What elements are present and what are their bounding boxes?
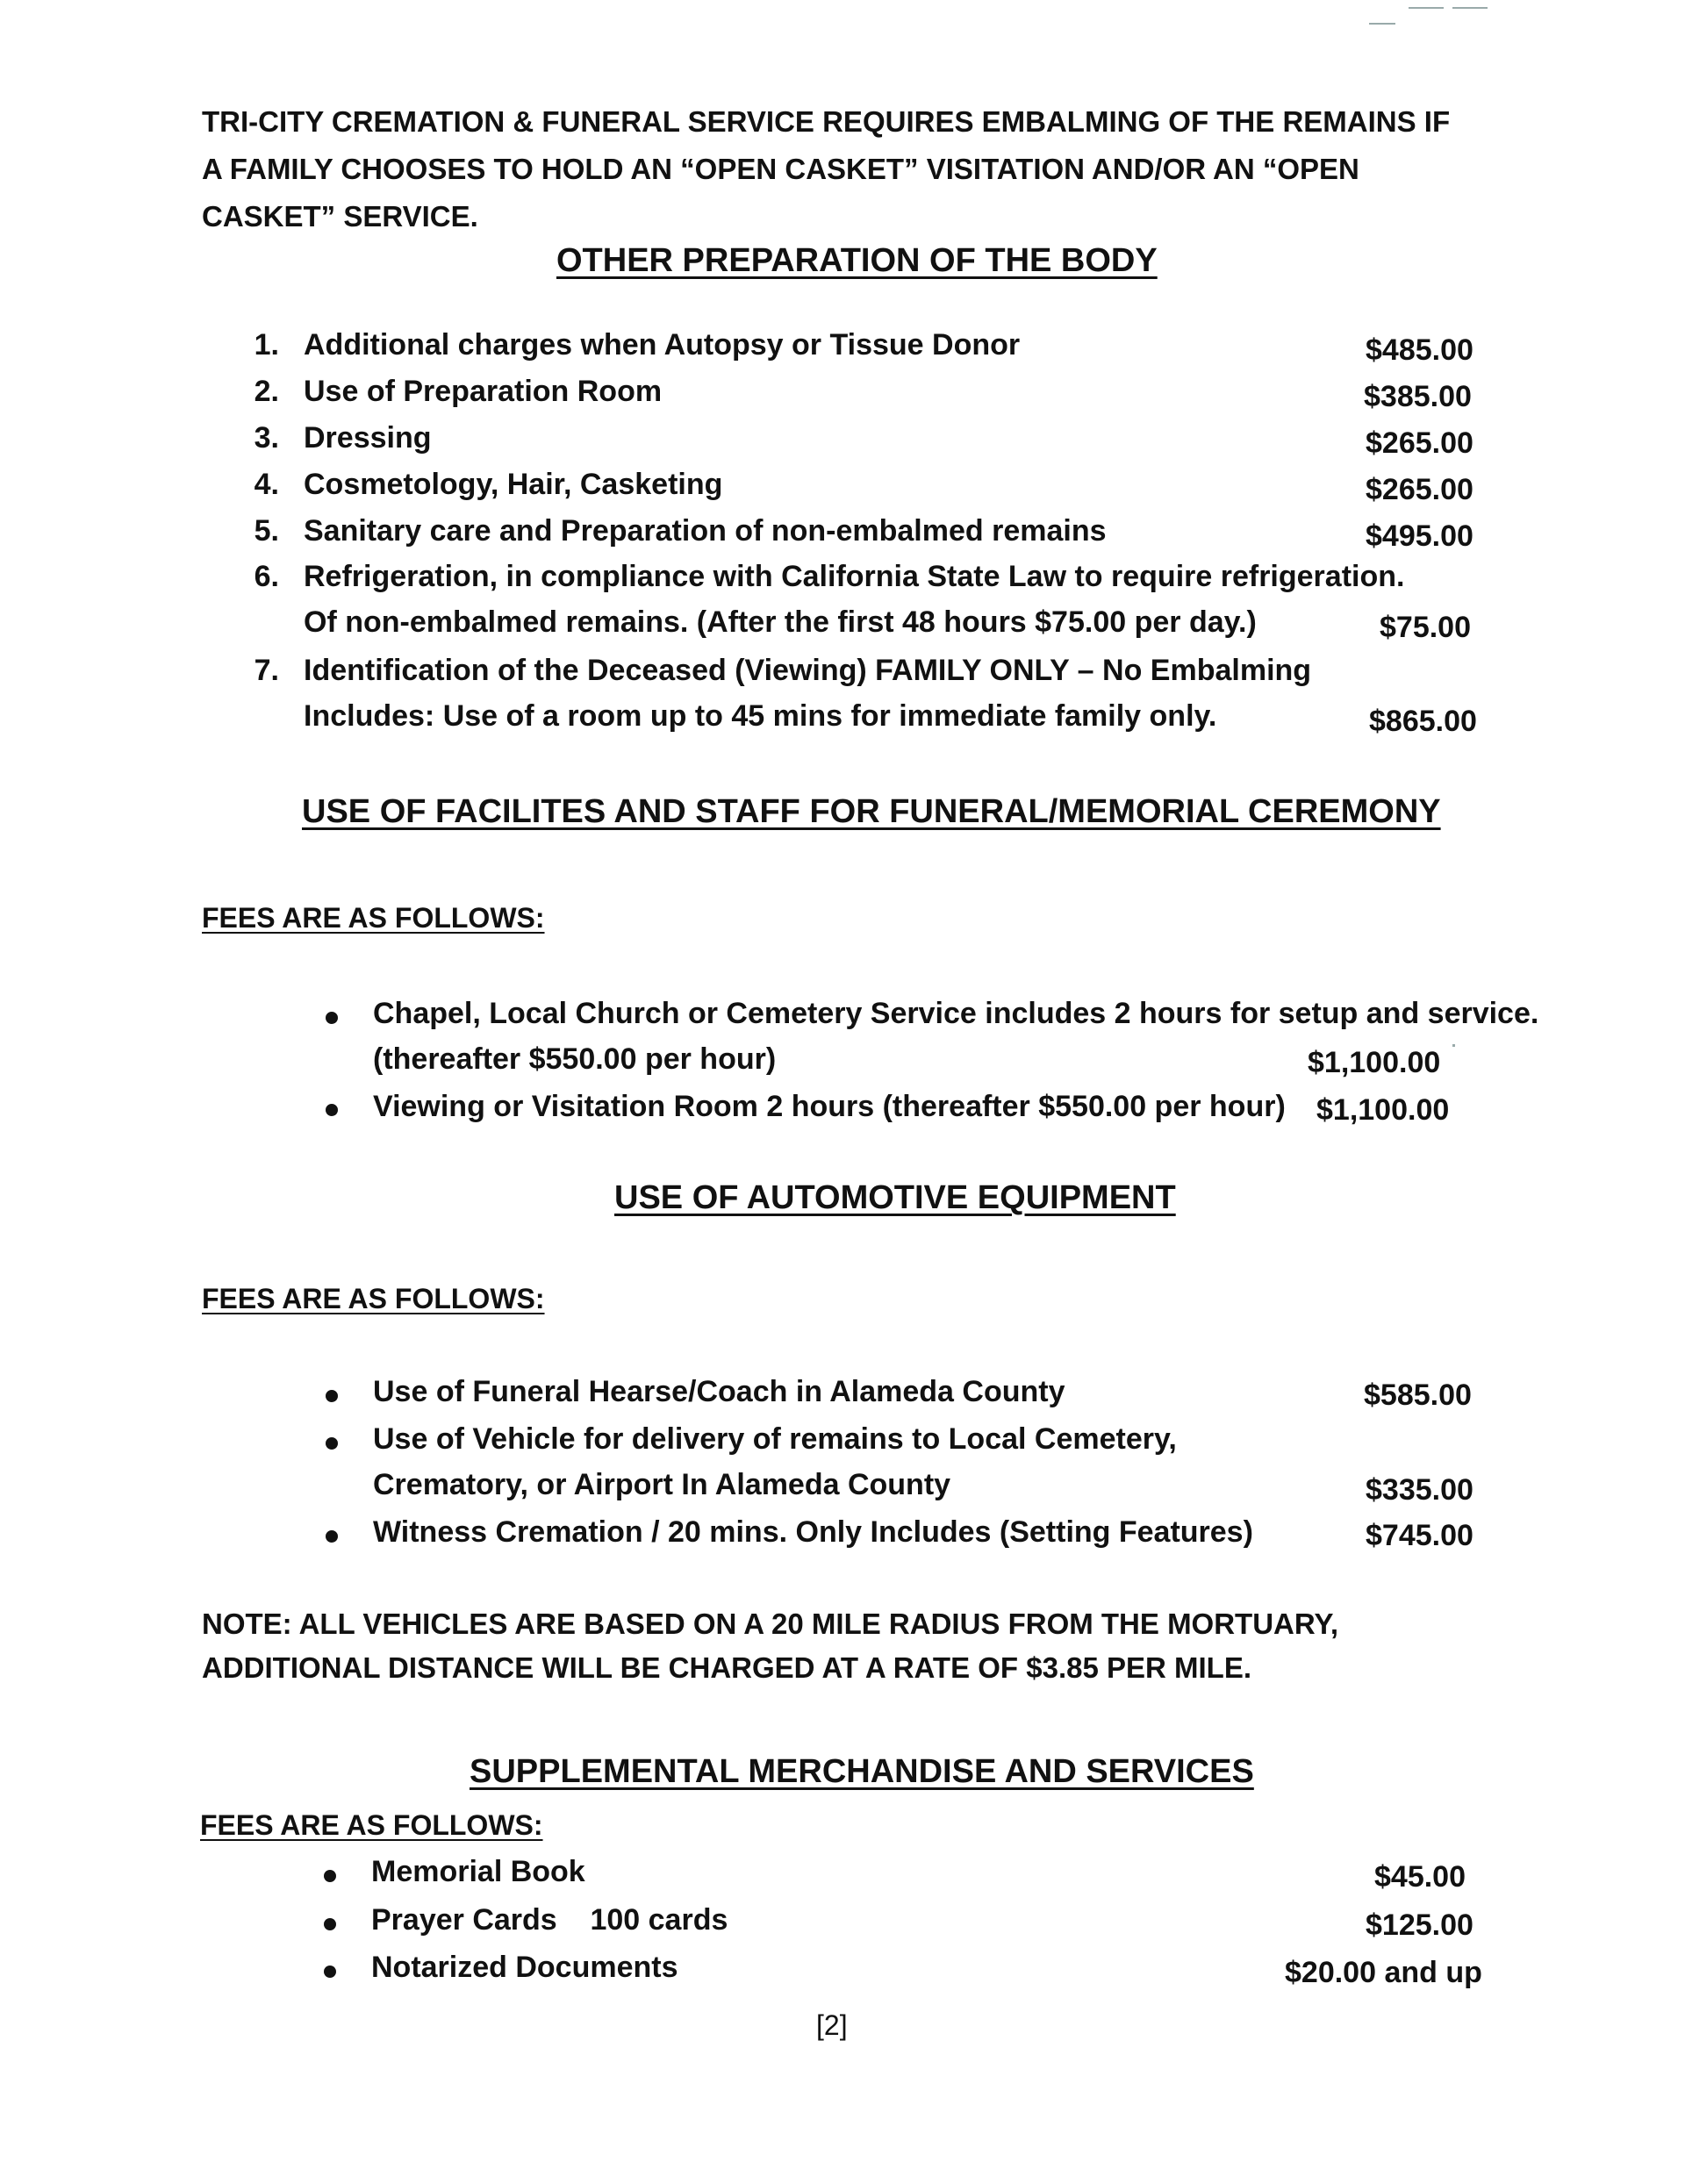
item-number: 7. bbox=[254, 654, 279, 687]
item-number: 5. bbox=[254, 514, 279, 548]
section-title-facilities: USE OF FACILITES AND STAFF FOR FUNERAL/MEMORIAL CEREMONY bbox=[302, 793, 1441, 830]
bullet-icon bbox=[326, 1104, 338, 1116]
bullet-icon bbox=[326, 1390, 338, 1402]
item-text: Use of Vehicle for delivery of remains to Local Cemetery, bbox=[373, 1422, 1177, 1456]
bullet-icon bbox=[324, 1966, 336, 1978]
scan-speck bbox=[1369, 23, 1395, 25]
item-number: 4. bbox=[254, 468, 279, 501]
item-text: Identification of the Deceased (Viewing) FAMILY ONLY – No Embalming bbox=[304, 654, 1312, 687]
item-price: $385.00 bbox=[1364, 380, 1472, 413]
item-price: $485.00 bbox=[1366, 333, 1473, 367]
scan-speck bbox=[1452, 1044, 1455, 1047]
bullet-icon bbox=[326, 1012, 338, 1024]
section-title-preparation: OTHER PREPARATION OF THE BODY bbox=[556, 242, 1158, 279]
item-text: Refrigeration, in compliance with California State Law to require refrigeration. bbox=[304, 560, 1405, 593]
item-number: 2. bbox=[254, 375, 279, 408]
bullet-icon bbox=[324, 1870, 336, 1882]
scan-speck bbox=[1409, 7, 1444, 9]
item-price: $1,100.00 bbox=[1308, 1046, 1441, 1079]
item-price: $585.00 bbox=[1364, 1378, 1472, 1412]
item-text-continued: Of non-embalmed remains. (After the first 48 hours $75.00 per day.) bbox=[304, 605, 1257, 639]
item-text: Dressing bbox=[304, 421, 432, 455]
item-price: $265.00 bbox=[1366, 426, 1473, 460]
item-text: Prayer Cards 100 cards bbox=[371, 1903, 728, 1937]
item-price: $1,100.00 bbox=[1316, 1093, 1450, 1127]
item-text: Use of Preparation Room bbox=[304, 375, 663, 408]
item-text: Chapel, Local Church or Cemetery Service includes 2 hours for setup and service. bbox=[373, 997, 1539, 1030]
item-price: $865.00 bbox=[1369, 705, 1477, 738]
item-text: Cosmetology, Hair, Casketing bbox=[304, 468, 723, 501]
section-title-supplemental: SUPPLEMENTAL MERCHANDISE AND SERVICES bbox=[470, 1753, 1254, 1790]
bullet-icon bbox=[326, 1437, 338, 1450]
item-price: $745.00 bbox=[1366, 1519, 1473, 1552]
section-title-automotive: USE OF AUTOMOTIVE EQUIPMENT bbox=[614, 1179, 1176, 1216]
item-price: $335.00 bbox=[1366, 1473, 1473, 1507]
item-number: 1. bbox=[254, 328, 279, 362]
item-text-continued: (thereafter $550.00 per hour) bbox=[373, 1042, 777, 1076]
item-text: Witness Cremation / 20 mins. Only Includes (Setting Features) bbox=[373, 1515, 1253, 1549]
intro-paragraph: TRI-CITY CREMATION & FUNERAL SERVICE REQUIRES EMBALMING OF THE REMAINS IF A FAMILY CHOOSES TO HOLD AN “OPEN CASKET” VISITATION AND/OR AN “OPEN CASKET” SERVICE. bbox=[202, 105, 1451, 233]
item-number: 6. bbox=[254, 560, 279, 593]
item-number: 3. bbox=[254, 421, 279, 455]
item-text: Use of Funeral Hearse/Coach in Alameda County bbox=[373, 1375, 1065, 1408]
item-text-continued: Crematory, or Airport In Alameda County bbox=[373, 1468, 951, 1501]
item-price: $45.00 bbox=[1374, 1860, 1466, 1894]
item-price: $20.00 and up bbox=[1285, 1956, 1482, 1989]
scan-speck bbox=[1452, 7, 1488, 9]
fees-label: FEES ARE AS FOLLOWS: bbox=[200, 1809, 543, 1841]
item-price: $75.00 bbox=[1380, 611, 1471, 644]
item-text-continued: Includes: Use of a room up to 45 mins for immediate family only. bbox=[304, 699, 1217, 733]
item-text: Memorial Book bbox=[371, 1855, 585, 1888]
fees-label: FEES ARE AS FOLLOWS: bbox=[202, 902, 545, 934]
page-number: [2] bbox=[816, 2009, 848, 2041]
item-price: $495.00 bbox=[1366, 519, 1473, 553]
bullet-icon bbox=[326, 1530, 338, 1543]
item-price: $265.00 bbox=[1366, 473, 1473, 506]
item-text: Notarized Documents bbox=[371, 1951, 678, 1984]
item-text: Additional charges when Autopsy or Tissue Donor bbox=[304, 328, 1021, 362]
fees-label: FEES ARE AS FOLLOWS: bbox=[202, 1283, 545, 1314]
item-text: Viewing or Visitation Room 2 hours (thereafter $550.00 per hour) bbox=[373, 1090, 1286, 1123]
bullet-icon bbox=[324, 1918, 336, 1930]
item-text: Sanitary care and Preparation of non-embalmed remains bbox=[304, 514, 1107, 548]
item-price: $125.00 bbox=[1366, 1908, 1473, 1942]
mileage-note: NOTE: ALL VEHICLES ARE BASED ON A 20 MILE RADIUS FROM THE MORTUARY, ADDITIONAL DISTANCE WILL BE CHARGED AT A RATE OF $3.85 PER MILE. bbox=[202, 1608, 1339, 1684]
